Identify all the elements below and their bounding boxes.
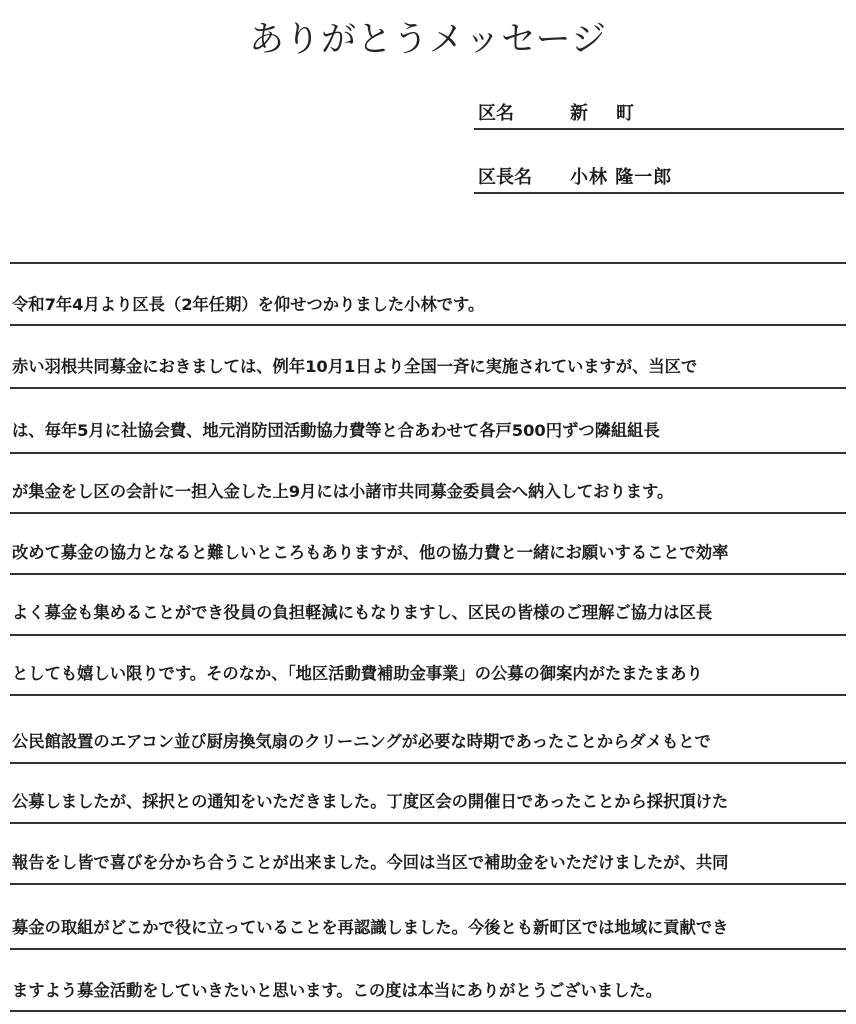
document-title: ありがとうメッセージ bbox=[249, 20, 607, 60]
message-line: 募金の取組がどこかで役に立っていることを再認識しました。今後とも新町区では地域に貢献でき bbox=[12, 918, 729, 937]
message-line: は、毎年5月に社協会費、地元消防団活動協力費等と合あわせて各戸500円ずつ隣組組長 bbox=[12, 421, 660, 440]
line-rule bbox=[10, 452, 846, 454]
line-rule bbox=[10, 387, 846, 389]
message-line: よく募金も集めることができ役員の負担軽減にもなりますし、区民の皆様のご理解ご協力は区長 bbox=[12, 603, 713, 622]
message-line: 公募しましたが、採択との通知をいただきました。丁度区会の開催日であったことから採択頂けた bbox=[12, 792, 729, 811]
chief-value: 小林 隆一郎 bbox=[570, 167, 673, 188]
line-rule bbox=[10, 573, 846, 575]
line-rule bbox=[10, 324, 846, 326]
district-row bbox=[474, 98, 844, 130]
line-rule bbox=[10, 948, 846, 950]
line-rule bbox=[10, 634, 846, 636]
line-rule bbox=[10, 694, 846, 696]
line-rule bbox=[10, 1010, 846, 1012]
message-line: が集金をし区の会計に一担入金した上9月には小諸市共同募金委員会へ納入しております。 bbox=[12, 482, 674, 501]
line-rule bbox=[10, 883, 846, 885]
district-value: 新町 bbox=[570, 103, 662, 124]
header-divider bbox=[10, 262, 846, 264]
message-line: 報告をし皆で喜びを分かち合うことが出来ました。今回は当区で補助金をいただけましたが、共同 bbox=[12, 853, 729, 872]
message-line: 改めて募金の協力となると難しいところもありますが、他の協力費と一緒にお願いすることで効率 bbox=[12, 543, 729, 562]
message-line: ますよう募金活動をしていきたいと思います。この度は本当にありがとうございました。 bbox=[12, 981, 662, 1000]
district-label: 区名 bbox=[478, 103, 514, 124]
message-line: 公民館設置のエアコン並び厨房換気扇のクリーニングが必要な時期であったことからダメもとで bbox=[12, 732, 711, 751]
line-rule bbox=[10, 822, 846, 824]
line-rule bbox=[10, 512, 846, 514]
chief-label: 区長名 bbox=[478, 167, 532, 188]
message-line: としても嬉しい限りです。そのなか、「地区活動費補助金事業」の公募の御案内がたまたまあり bbox=[12, 664, 703, 683]
chief-row bbox=[474, 162, 844, 194]
message-line: 赤い羽根共同募金におきましては、例年10月1日より全国一斉に実施されていますが、当区で bbox=[12, 357, 698, 376]
message-line: 令和7年4月より区長（2年任期）を仰せつかりました小林です。 bbox=[12, 295, 485, 314]
line-rule bbox=[10, 762, 846, 764]
